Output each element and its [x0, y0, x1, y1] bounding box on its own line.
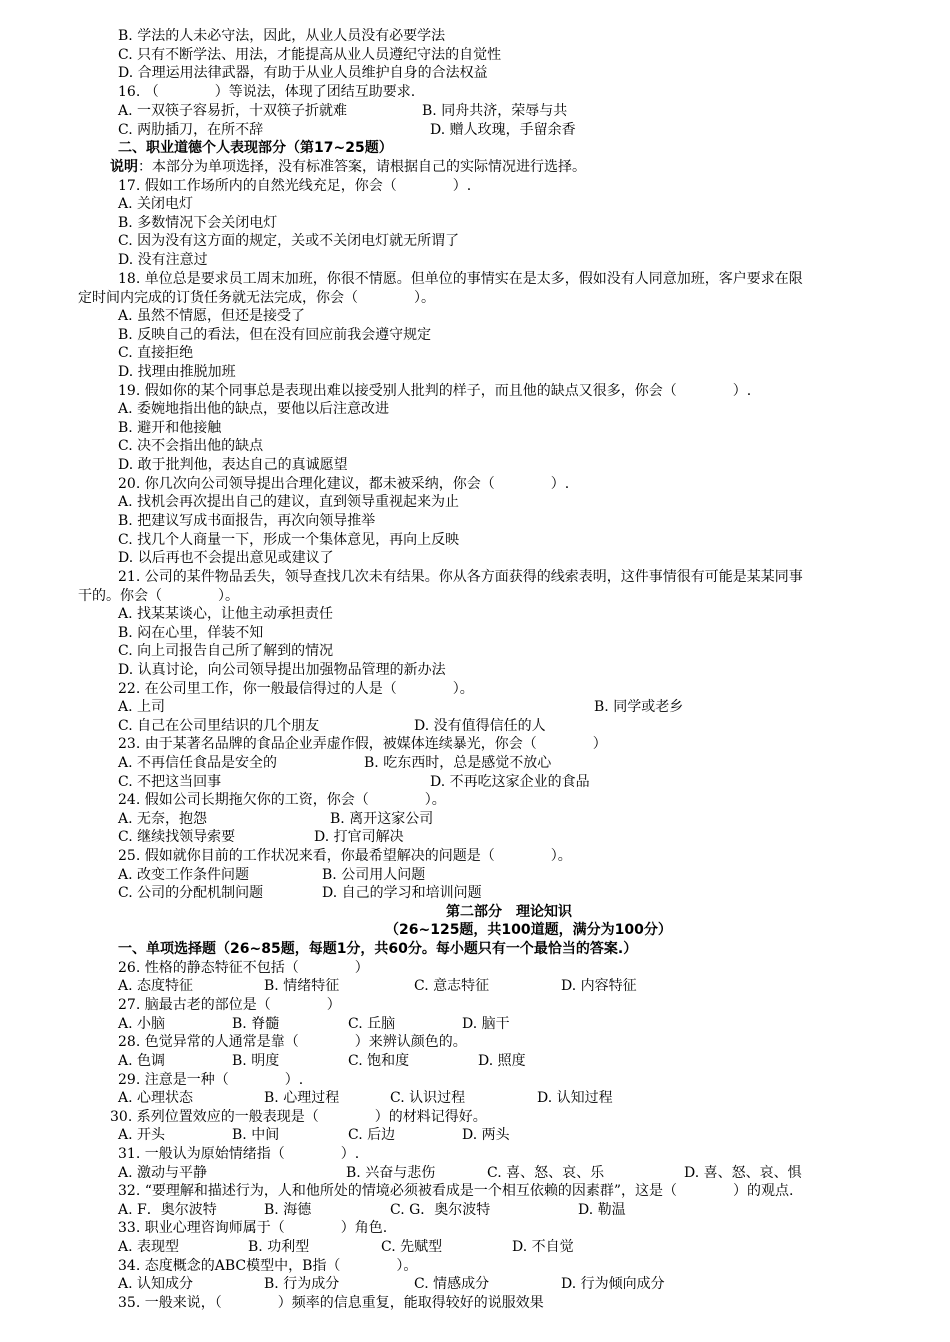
text-line: D. 找理由推脱加班: [118, 364, 236, 380]
text-line: A. 一双筷子容易折，十双筷子折就难: [118, 103, 348, 119]
text-line: 20. 你几次向公司领导提出合理化建议，都未被采纳，你会（ ）.: [118, 476, 570, 492]
text-line: D. 以后再也不会提出意见或建议了: [118, 550, 334, 566]
text-line: A. 关闭电灯: [118, 196, 194, 212]
text-line: B. 反映自己的看法，但在没有回应前我会遵守规定: [118, 327, 432, 343]
text-line: B. 避开和他接触: [118, 420, 222, 436]
text-line: B. 学法的人未必守法，因此，从业人员没有必要学法: [118, 28, 446, 44]
text-line: A. 找机会再次提出自己的建议，直到领导重视起来为止: [118, 494, 460, 510]
text-line: 19. 假如你的某个同事总是表现出难以接受别人批判的样子，而且他的缺点又很多，你会（ ）.: [118, 383, 752, 399]
section-heading: 二、职业道德个人表现部分（第17~25题）: [118, 140, 393, 156]
text-line: C. 后边: [348, 1127, 396, 1143]
text-line: B. 离开这家公司: [330, 811, 434, 827]
text-line: 18. 单位总是要求员工周末加班，你很不情愿。但单位的事情实在是太多，假如没有人同意加班，客户要求在限: [118, 271, 803, 287]
text-line: 31. 一般认为原始情绪指（ ）.: [118, 1146, 360, 1162]
text-line: 16. （ ）等说法，体现了团结互助要求.: [118, 84, 416, 100]
text-line: 26. 性格的静态特征不包括（ ）: [118, 960, 369, 976]
text-line: B. 情绪特征: [264, 978, 340, 994]
text-line: D. 合理运用法律武器，有助于从业人员维护自身的合法权益: [118, 65, 488, 81]
text-line: C. 情感成分: [414, 1276, 490, 1292]
text-line: 34. 态度概念的ABC模型中，B指（ ）。: [118, 1258, 418, 1274]
text-line: D. 行为倾向成分: [561, 1276, 665, 1292]
text-line: D. 打官司解决: [314, 829, 404, 845]
text-line: A. 无奈，抱怨: [118, 811, 208, 827]
text-line: 17. 假如工作场所内的自然光线充足，你会（ ）.: [118, 178, 472, 194]
text-line: A. 上司: [118, 699, 166, 715]
text-line: D. 喜、怒、哀、惧: [684, 1165, 802, 1181]
text-line: 30. 系列位置效应的一般表现是（ ）的材料记得好。: [110, 1109, 487, 1125]
text-line: 28. 色觉异常的人通常是靠（ ）来辨认颜色的。: [118, 1034, 467, 1050]
text-line: D. 不自觉: [512, 1239, 574, 1255]
text-line: A. 色调: [118, 1053, 166, 1069]
text-line: A. 小脑: [118, 1016, 166, 1032]
text-line: 27. 脑最古老的部位是（ ）: [118, 997, 341, 1013]
text-line: C. 公司的分配机制问题: [118, 885, 264, 901]
text-line: C. 先赋型: [381, 1239, 443, 1255]
text-line: B. 同舟共济，荣辱与共: [422, 103, 568, 119]
text-line: C. 因为没有这方面的规定，关或不关闭电灯就无所谓了: [118, 233, 460, 249]
text-line: C. 向上司报告自己所了解到的情况: [118, 643, 334, 659]
text-line: D. 内容特征: [561, 978, 637, 994]
text-line: A. 委婉地指出他的缺点，要他以后注意改进: [118, 401, 390, 417]
text-line: C. 直接拒绝: [118, 345, 194, 361]
text-line: A. 虽然不情愿，但还是接受了: [118, 308, 306, 324]
text-line: B. 兴奋与悲伤: [346, 1165, 436, 1181]
text-line: D. 没有注意过: [118, 252, 208, 268]
text-line: C. 自己在公司里结识的几个朋友: [118, 718, 320, 734]
text-line: A. 态度特征: [118, 978, 194, 994]
text-line: A. F．奥尔波特: [118, 1202, 217, 1218]
text-line: C. 继续找领导索要: [118, 829, 236, 845]
text-line: C. 决不会指出他的缺点: [118, 438, 264, 454]
text-line: B. 闷在心里，佯装不知: [118, 625, 264, 641]
text-line: 32. “要理解和描述行为，人和他所处的情境必须被看成是一个相互依赖的因素群”，这是（ ）的观点.: [118, 1183, 794, 1199]
text-line: B. 行为成分: [264, 1276, 340, 1292]
text-line: 定时间内完成的订货任务就无法完成，你会（ ）。: [78, 290, 435, 306]
text-line: B. 多数情况下会关闭电灯: [118, 215, 278, 231]
section-heading: 第二部分 理论知识: [446, 904, 572, 920]
section-heading: 一、单项选择题（26~85题，每题1分，共60分。每小题只有一个最恰当的答案.）: [118, 941, 638, 957]
text-line: D. 认真讨论，向公司领导提出加强物品管理的新办法: [118, 662, 446, 678]
text-line: D. 没有值得信任的人: [414, 718, 546, 734]
text-line: 说明：本部分为单项选择，没有标准答案，请根据自己的实际情况进行选择。: [110, 159, 586, 175]
text-line: A. 改变工作条件问题: [118, 867, 250, 883]
text-line: B. 公司用人问题: [322, 867, 426, 883]
text-line: 35. 一般来说，（ ）频率的信息重复，能取得较好的说服效果: [118, 1295, 544, 1311]
text-line: A. 激动与平静: [118, 1165, 208, 1181]
text-line: C. 只有不断学法、用法，才能提高从业人员遵纪守法的自觉性: [118, 47, 502, 63]
text-line: B. 同学或老乡: [594, 699, 684, 715]
text-line: A. 开头: [118, 1127, 166, 1143]
text-line: 25. 假如就你目前的工作状况来看，你最希望解决的问题是（ ）。: [118, 848, 572, 864]
text-line: 干的。你会（ ）。: [78, 588, 239, 604]
text-line: C. 两肋插刀，在所不辞: [118, 122, 264, 138]
text-line: 29. 注意是一种（ ）.: [118, 1072, 304, 1088]
text-line: A. 找某某谈心，让他主动承担责任: [118, 606, 334, 622]
text-line: 24. 假如公司长期拖欠你的工资，你会（ ）。: [118, 792, 446, 808]
text-line: 23. 由于某著名品牌的食品企业弄虚作假，被媒体连续暴光，你会（ ）: [118, 736, 607, 752]
text-line: C. 喜、怒、哀、乐: [487, 1165, 605, 1181]
text-line: B. 海德: [264, 1202, 312, 1218]
text-line: D. 自己的学习和培训问题: [322, 885, 482, 901]
text-line: A. 认知成分: [118, 1276, 194, 1292]
text-line: C. 丘脑: [348, 1016, 396, 1032]
text-line: C. G．奥尔波特: [390, 1202, 491, 1218]
text-line: D. 脑干: [462, 1016, 510, 1032]
text-line: C. 饱和度: [348, 1053, 410, 1069]
text-line: C. 认识过程: [390, 1090, 466, 1106]
text-line: D. 认知过程: [537, 1090, 613, 1106]
text-line: B. 吃东西时，总是感觉不放心: [364, 755, 552, 771]
text-line: A. 表现型: [118, 1239, 180, 1255]
text-line: B. 中间: [232, 1127, 280, 1143]
text-line: C. 不把这当回事: [118, 774, 222, 790]
text-line: D. 敢于批判他，表达自己的真诚愿望: [118, 457, 348, 473]
text-line: D. 不再吃这家企业的食品: [430, 774, 590, 790]
section-heading: （26~125题，共100道题，满分为100分）: [385, 922, 672, 938]
note-label: 说明: [110, 159, 138, 175]
text-line: D. 勒温: [578, 1202, 626, 1218]
text-line: D. 赠人玫瑰，手留余香: [430, 122, 576, 138]
text-line: D. 两头: [462, 1127, 510, 1143]
text-line: C. 找几个人商量一下，形成一个集体意见，再向上反映: [118, 532, 460, 548]
text-line: A. 不再信任食品是安全的: [118, 755, 278, 771]
text-line: A. 心理状态: [118, 1090, 194, 1106]
text-line: B. 脊髓: [232, 1016, 280, 1032]
text-line: D. 照度: [478, 1053, 526, 1069]
text-line: B. 明度: [232, 1053, 280, 1069]
text-line: B. 心理过程: [264, 1090, 340, 1106]
text-line: 21. 公司的某件物品丢失，领导查找几次未有结果。你从各方面获得的线索表明，这件事情很有可能是某某同事: [118, 569, 803, 585]
text-line: C. 意志特征: [414, 978, 490, 994]
text-line: B. 功利型: [248, 1239, 310, 1255]
text-line: B. 把建议写成书面报告，再次向领导推举: [118, 513, 376, 529]
text-line: 33. 职业心理咨询师属于（ ）角色.: [118, 1220, 388, 1236]
text-line: 22. 在公司里工作，你一般最信得过的人是（ ）。: [118, 681, 474, 697]
